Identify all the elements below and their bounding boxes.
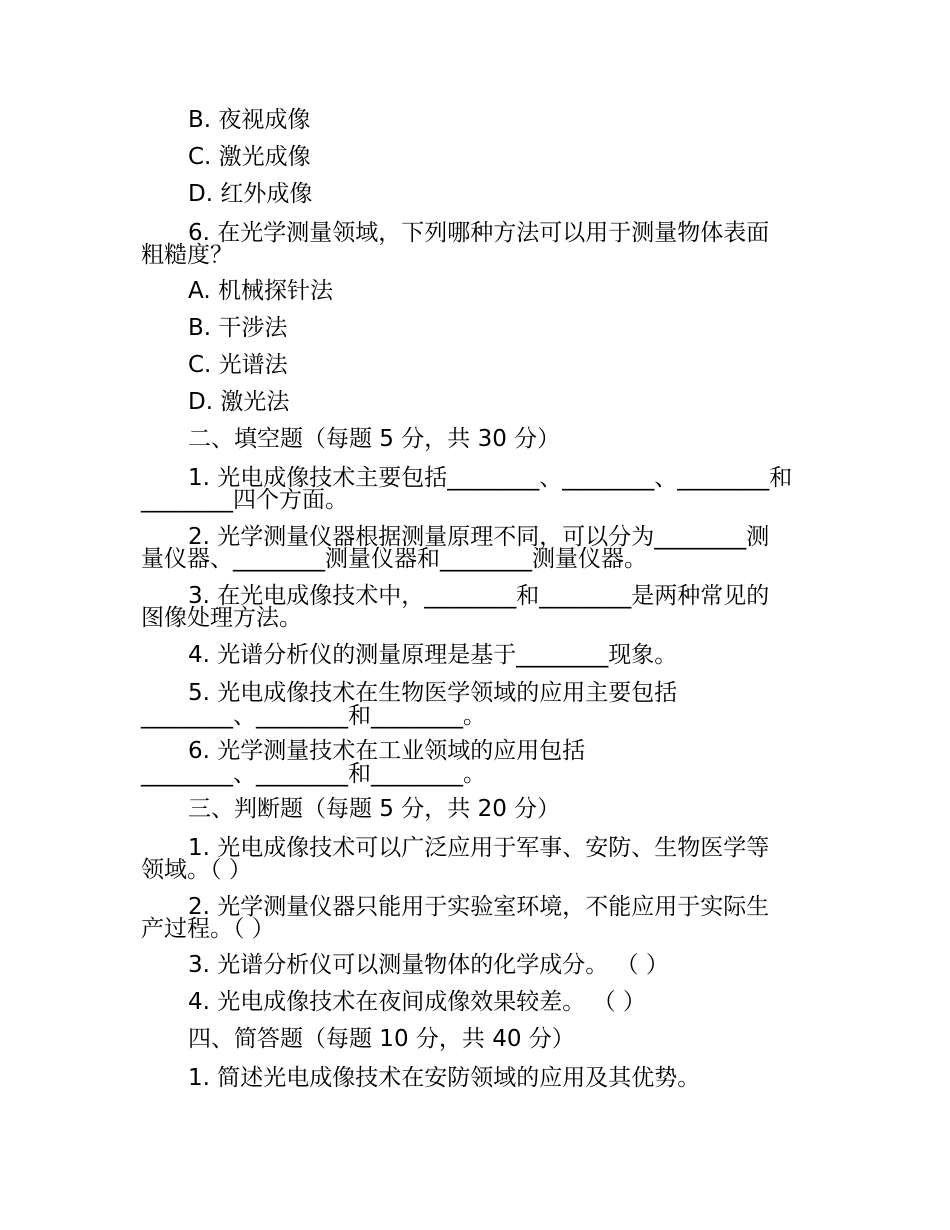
question-6-line-1: 6. 在光学测量领域，下列哪种方法可以用于测量物体表面 bbox=[188, 220, 770, 246]
section-3-heading: 三、判断题（每题 5 分，共 20 分） bbox=[188, 796, 561, 822]
judge-question-1-line-2: 领域。（ ） bbox=[141, 857, 252, 883]
section-4-heading: 四、简答题（每题 10 分，共 40 分） bbox=[188, 1026, 575, 1052]
judge-question-2-line-2: 产过程。（ ） bbox=[141, 916, 275, 942]
fill-question-6-line-2: ________、________和________。 bbox=[141, 761, 486, 787]
option-d-laser: D. 激光法 bbox=[188, 389, 290, 415]
fill-question-6-line-1: 6. 光学测量技术在工业领域的应用包括 bbox=[188, 738, 586, 764]
judge-question-2-line-1: 2. 光学测量仪器只能用于实验室环境，不能应用于实际生 bbox=[188, 894, 770, 920]
fill-question-5-line-1: 5. 光电成像技术在生物医学领域的应用主要包括 bbox=[188, 680, 678, 706]
fill-question-4: 4. 光谱分析仪的测量原理是基于________现象。 bbox=[188, 642, 678, 668]
fill-question-3-line-1: 3. 在光电成像技术中，________和________是两种常见的 bbox=[188, 583, 770, 609]
fill-question-1-line-1: 1. 光电成像技术主要包括________、________、________和 bbox=[188, 465, 793, 491]
judge-question-4: 4. 光电成像技术在夜间成像效果较差。 （ ） bbox=[188, 989, 646, 1015]
fill-question-2-line-1: 2. 光学测量仪器根据测量原理不同，可以分为________测 bbox=[188, 524, 770, 550]
option-c-laser-imaging: C. 激光成像 bbox=[188, 144, 311, 170]
section-2-heading: 二、填空题（每题 5 分，共 30 分） bbox=[188, 426, 561, 452]
option-d-infrared-imaging: D. 红外成像 bbox=[188, 181, 313, 207]
judge-question-3: 3. 光谱分析仪可以测量物体的化学成分。 （ ） bbox=[188, 952, 669, 978]
fill-question-1-line-2: ________四个方面。 bbox=[141, 487, 348, 513]
fill-question-2-line-2: 量仪器、________测量仪器和________测量仪器。 bbox=[141, 546, 647, 572]
fill-question-5-line-2: ________、________和________。 bbox=[141, 703, 486, 729]
short-answer-question-1: 1. 简述光电成像技术在安防领域的应用及其优势。 bbox=[188, 1065, 701, 1091]
option-c-spectral: C. 光谱法 bbox=[188, 352, 288, 378]
option-a-mechanical-probe: A. 机械探针法 bbox=[188, 278, 333, 304]
option-b-interference: B. 干涉法 bbox=[188, 315, 288, 341]
fill-question-3-line-2: 图像处理方法。 bbox=[141, 605, 302, 631]
option-b-night-vision: B. 夜视成像 bbox=[188, 107, 311, 133]
judge-question-1-line-1: 1. 光电成像技术可以广泛应用于军事、安防、生物医学等 bbox=[188, 835, 770, 861]
question-6-line-2: 粗糙度？ bbox=[141, 242, 233, 268]
